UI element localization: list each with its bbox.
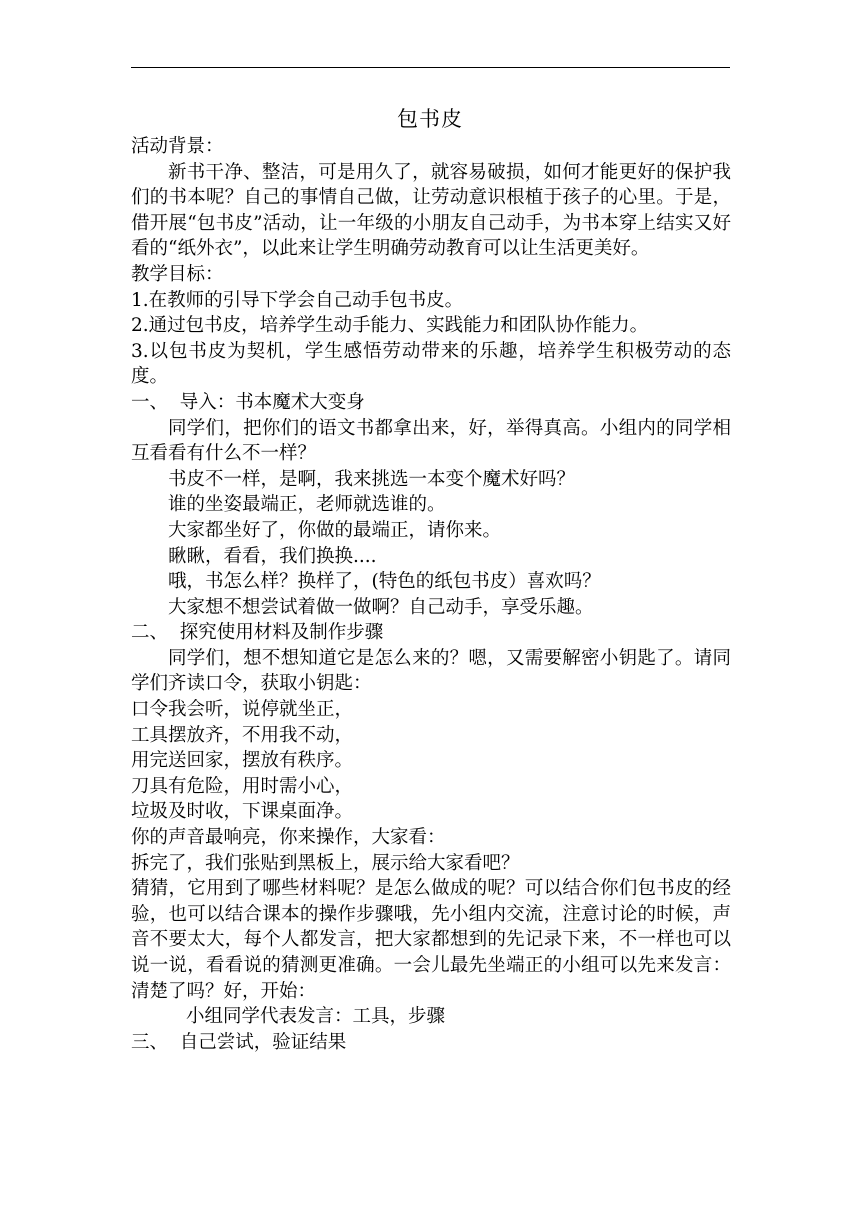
chant-line: 口令我会听，说停就坐正， [131, 699, 354, 721]
goal-item: 2.通过包书皮，培养学生动手能力、实践能力和团队协作能力。 [131, 315, 649, 337]
paragraph: 哦，书怎么样？换样了，(特色的纸包书皮）喜欢吗？ [168, 571, 601, 593]
paragraph: 猜猜，它用到了哪些材料呢？是怎么做成的呢？可以结合你们包书皮的经验，也可以结合课本的操作步骤哦，先小组内交流，注意讨论的时候，声音不要太大，每个人都发言，把大家都想到的先记录下来，不一样也可以说一说，看看说的猜测更准确。一会儿最先坐端正的小组可以先来发言：清楚了吗？好，开始： [131, 878, 731, 1002]
page-title: 包书皮 [397, 107, 463, 131]
paragraph: 拆完了，我们张贴到黑板上，展示给大家看吧？ [131, 852, 520, 874]
chant-line: 用完送回家，摆放有秩序。 [131, 750, 354, 772]
chant-line: 工具摆放齐，不用我不动， [131, 724, 354, 746]
section-heading: 二、 探究使用材料及制作步骤 [131, 622, 384, 644]
paragraph: 谁的坐姿最端正，老师就选谁的。 [168, 494, 446, 516]
goal-item: 1.在教师的引导下学会自己动手包书皮。 [131, 289, 464, 311]
goals-heading: 教学目标： [131, 263, 224, 285]
document-body [131, 134, 731, 1055]
paragraph: 大家想不想尝试着做一做啊？自己动手，享受乐趣。 [168, 596, 594, 618]
background-paragraph: 新书干净、整洁，可是用久了，就容易破损，如何才能更好的保护我们的书本呢？自己的事情自己做，让劳动意识根植于孩子的心里。于是，借开展“包书皮”活动，让一年级的小朋友自己动手，为书本穿上结实又好看的“纸外衣”，以此来让学生明确劳动教育可以让生活更美好。 [131, 161, 731, 260]
paragraph: 你的声音最响亮，你来操作，大家看： [131, 827, 446, 849]
chant-line: 刀具有危险，用时需小心， [131, 775, 354, 797]
paragraph: 瞅瞅，看看，我们换换.... [168, 545, 377, 567]
header-rule [131, 67, 730, 68]
paragraph: 小组同学代表发言：工具，步骤 [186, 1006, 446, 1028]
paragraph: 同学们，把你们的语文书都拿出来，好，举得真高。小组内的同学相互看看有什么不一样？ [131, 417, 731, 465]
section-heading: 一、 导入：书本魔术大变身 [131, 391, 365, 413]
chant-line: 垃圾及时收，下课桌面净。 [131, 801, 354, 823]
background-heading: 活动背景： [131, 136, 224, 157]
paragraph: 书皮不一样，是啊，我来挑选一本变个魔术好吗？ [168, 468, 576, 490]
paragraph: 大家都坐好了，你做的最端正，请你来。 [168, 519, 502, 541]
paragraph: 同学们，想不想知道它是怎么来的？嗯，又需要解密小钥匙了。请同学们齐读口令，获取小钥匙： [131, 647, 731, 695]
goal-item: 3.以包书皮为契机，学生感悟劳动带来的乐趣，培养学生积极劳动的态度。 [131, 340, 731, 388]
section-heading: 三、 自己尝试，验证结果 [131, 1031, 347, 1053]
